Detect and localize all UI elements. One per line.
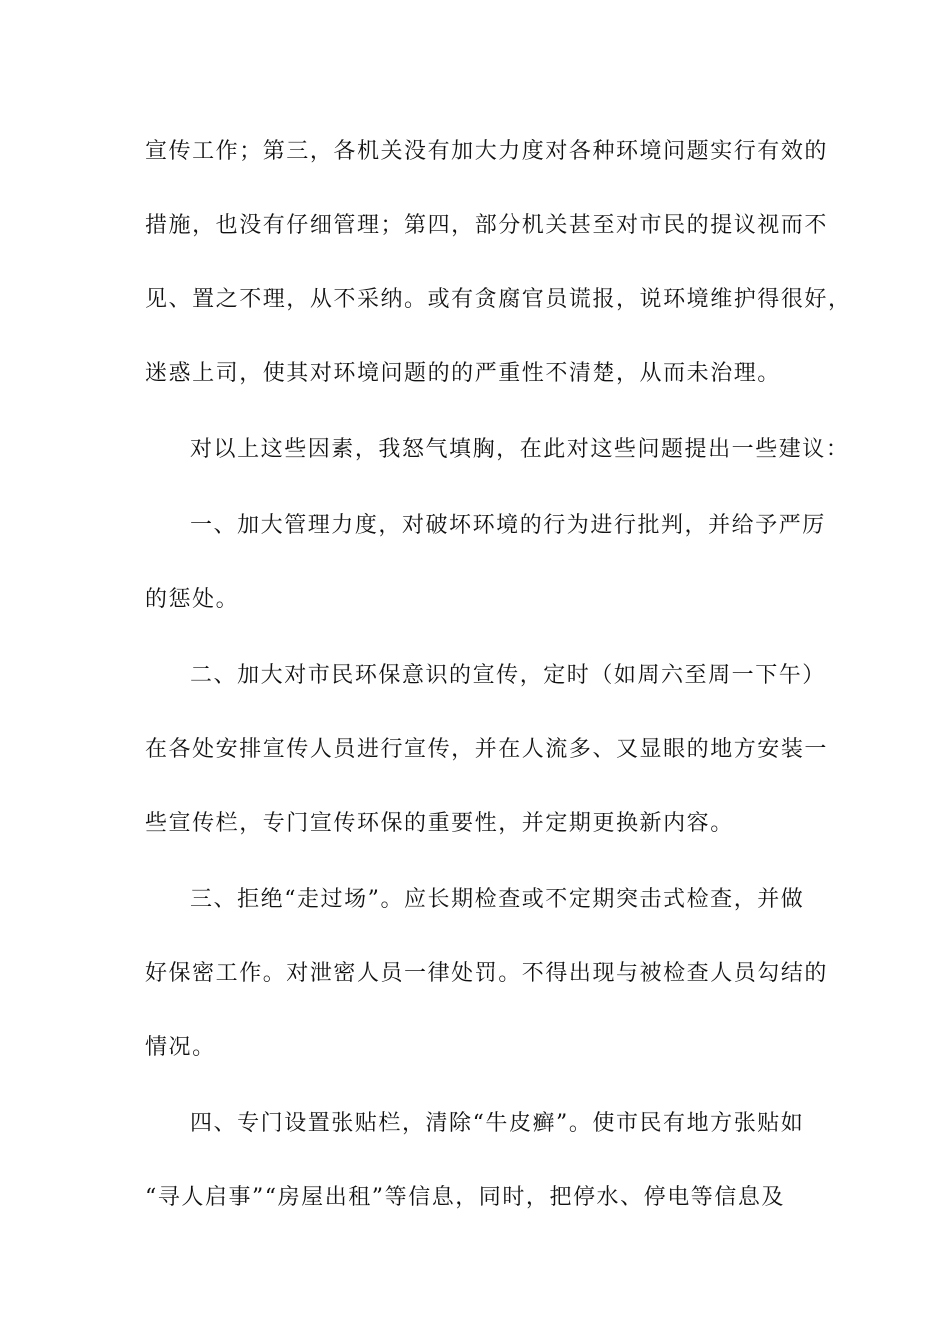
text-line: 些宣传栏，专门宣传环保的重要性，并定期更换新内容。	[145, 811, 734, 836]
paragraph-first-line: 二、加大对市民环保意识的宣传，定时（如周六至周一下午）	[190, 663, 826, 688]
paragraph-first-line: 四、专门设置张贴栏，清除“牛皮癣”。使市民有地方张贴如	[190, 1111, 805, 1136]
text-line: 宣传工作；第三，各机关没有加大力度对各种环境问题实行有效的	[145, 139, 828, 164]
text-line: “寻人启事”“房屋出租”等信息，同时，把停水、停电等信息及	[145, 1185, 785, 1210]
text-line: 好保密工作。对泄密人员一律处罚。不得出现与被检查人员勾结的	[145, 961, 828, 986]
text-line: 迷惑上司，使其对环境问题的的严重性不清楚，从而未治理。	[145, 361, 781, 386]
text-line: 的惩处。	[145, 587, 240, 612]
text-line: 措施，也没有仔细管理；第四，部分机关甚至对市民的提议视而不	[145, 213, 828, 238]
text-line: 在各处安排宣传人员进行宣传，并在人流多、又显眼的地方安装一	[145, 737, 828, 762]
paragraph-first-line: 三、拒绝“走过场”。应长期检查或不定期突击式检查，并做	[190, 887, 805, 912]
text-line: 情况。	[145, 1035, 216, 1060]
paragraph-first-line: 对以上这些因素，我怒气填胸，在此对这些问题提出一些建议：	[190, 437, 850, 462]
paragraph-first-line: 一、加大管理力度，对破坏环境的行为进行批判，并给予严厉	[190, 513, 826, 538]
text-line: 见、置之不理，从不采纳。或有贪腐官员谎报，说环境维护得很好，	[145, 287, 852, 312]
